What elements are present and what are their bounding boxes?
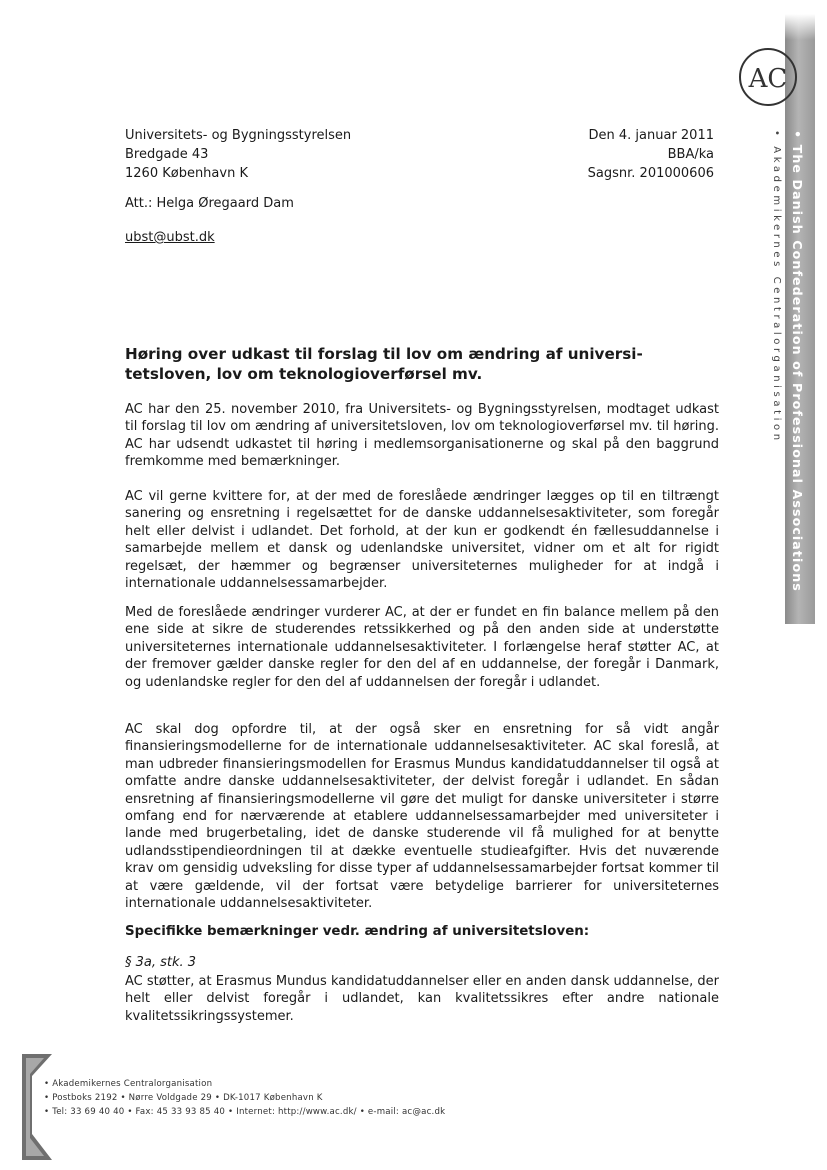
recipient-line-2: Bredgade 43 [125,147,209,162]
letter-meta [588,126,714,183]
footer-contact [44,1077,445,1119]
specific-remarks-heading: Specifikke bemærkninger vedr. ændring af universitetsloven: [125,924,590,939]
specific-remarks-text: AC støtter, at Erasmus Mundus kandidatuddannelser eller en anden dansk uddannelse, der helt eller delvist foregår i udlandet, kan kvalitetssikres efter andre nationale kvalitetssikringssystemer. [125,974,719,1024]
ac-logo [737,46,799,108]
recipient-address [125,126,351,183]
letter-title: Høring over udkast til forslag til lov om ændring af universi-tetsloven, lov om teknologioverførsel mv. [125,345,643,383]
brand-vertical-danish: • Akademikernes Centralorganisation [771,130,782,444]
footer-postal-address: • Postboks 2192 • Nørre Voldgade 29 • DK-1017 København K [44,1093,323,1103]
body-paragraph-3: Med de foreslåede ændringer vurderer AC, at der er fundet en fin balance mellem på den ene side at sikre de studerendes retssikkerhed og på den anden side at understøtte universiteternes internationale uddannelsesaktiviteter. I forlængelse heraf støtter AC, at der fremover gælder danske regler for den del af en uddannelse, der foregår i Danmark, og udenlandske regler for den del af uddannelsen der foregår i udlandet. [125,605,719,690]
footer-org-name: • Akademikernes Centralorganisation [44,1079,213,1089]
section-reference: § 3a, stk. 3 [125,955,197,970]
footer-phone-web-email: • Tel: 33 69 40 40 • Fax: 45 33 93 85 40 • Internet: http://www.ac.dk/ • e-mail: ac@ac.dk [44,1107,446,1117]
letter-date: Den 4. januar 2011 [588,128,714,143]
brand-vertical-english: • The Danish Confederation of Professional Associations [790,130,805,592]
body-paragraph-2: AC vil gerne kvittere for, at der med de foreslåede ændringer lægges op til en tiltrængt sanering og ensretning i regelsættet for de danske uddannelsesaktiviteter, som foregår helt eller delvist i udlandet. Det forhold, at der kun er godkendt én fællesuddannelse i samarbejde mellem et dansk og udenlandske universitet, vidner om et alt for rigidt regelsæt, der hæmmer og begrænser universiteternes muligheder for at indgå i internationale uddannelsessamarbejder. [125,489,719,592]
recipient-email-link[interactable]: ubst@ubst.dk [125,230,215,245]
recipient-line-3: 1260 København K [125,166,248,181]
case-number: Sagsnr. 201000606 [587,166,714,181]
logo-text: AC [748,64,788,94]
body-paragraph-1: AC har den 25. november 2010, fra Universitets- og Bygningsstyrelsen, modtaget udkast til forslag til lov om ændring af universitetsloven, lov om teknologioverførsel mv. til høring. AC har udsendt udkastet til høring i medlemsorganisationerne og skal på den baggrund fremkomme med bemærkninger. [125,402,719,470]
attention-line: Att.: Helga Øregaard Dam [125,196,294,211]
body-paragraph-4: AC skal dog opfordre til, at der også sker en ensretning for så vidt angår finansieringsmodellerne for de internationale uddannelsesaktiviteter. AC skal foreslå, at man udbreder finansieringsmodellen for Erasmus Mundus kandidatuddannelser til også at omfatte andre danske uddannelsesaktiviteter, der delvist foregår i udlandet. En sådan ensretning af finansieringsmodellerne vil gøre det muligt for danske universiteter i større omfang end for nærværende at etablere uddannelsessamarbejder med universiteter i lande med brugerbetaling, idet de danske studerende vil få mulighed for at benytte udlandsstipendieordningen til at dække eventuelle studieafgifter. Hvis det nuværende krav om gensidig udveksling for disse typer af uddannelsessamarbejder fortsat kommer til at være gældende, vil der fortsat være betydelige barrierer for universiteternes internationale uddannelsesaktiviteter. [125,722,719,912]
recipient-line-1: Universitets- og Bygningsstyrelsen [125,128,352,143]
letter-reference: BBA/ka [667,147,714,162]
